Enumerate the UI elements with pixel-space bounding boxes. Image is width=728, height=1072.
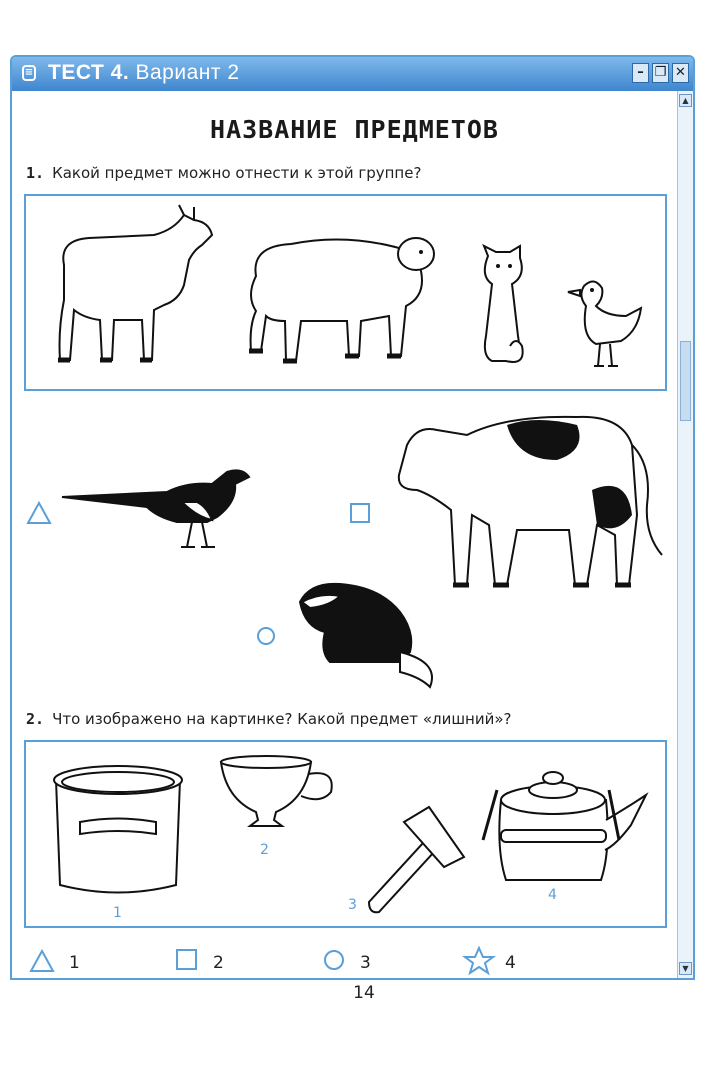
- title-main: ТЕСТ 4.: [48, 61, 130, 84]
- square-icon[interactable]: [350, 503, 370, 523]
- minimize-icon[interactable]: –: [632, 63, 649, 83]
- item-number-3: 3: [348, 897, 357, 913]
- question-2-text: Что изображено на картинке? Какой предмет «лишний»?: [52, 710, 512, 728]
- answer-label-1: 1: [69, 953, 80, 973]
- kettle-image: [481, 750, 651, 895]
- close-icon[interactable]: ✕: [672, 63, 689, 83]
- answer-star-icon[interactable]: [464, 946, 494, 974]
- scroll-up-icon[interactable]: ▲: [679, 94, 692, 107]
- page-heading: НАЗВАНИЕ ПРЕДМЕТОВ: [210, 115, 499, 144]
- title-bar: [12, 57, 693, 91]
- duck-image: [566, 276, 646, 376]
- question-1-text: Какой предмет можно отнести к этой группе?: [52, 164, 422, 182]
- answer-label-2: 2: [213, 953, 224, 973]
- sheep-image: [241, 236, 451, 371]
- answer-square-icon[interactable]: [176, 949, 198, 971]
- title-variant: Вариант 2: [135, 61, 240, 84]
- answer-label-3: 3: [360, 953, 371, 973]
- window-controls: [632, 63, 689, 83]
- answer-circle-icon[interactable]: [323, 949, 345, 971]
- goat-image: [44, 210, 214, 380]
- test-window: [10, 55, 695, 980]
- item-number-4: 4: [548, 887, 557, 903]
- vertical-scrollbar[interactable]: [677, 91, 693, 978]
- item-number-2: 2: [260, 842, 269, 858]
- question-2: [26, 710, 512, 728]
- cat-image: [476, 246, 536, 376]
- question-1-number: 1.: [26, 164, 45, 182]
- scroll-thumb[interactable]: [680, 341, 691, 421]
- pot-image: [48, 760, 193, 900]
- circle-icon[interactable]: [256, 626, 276, 646]
- window-title: [48, 61, 240, 85]
- item-number-1: 1: [113, 905, 122, 921]
- triangle-icon[interactable]: [26, 501, 52, 525]
- answer-label-4: 4: [505, 953, 516, 973]
- q2-items-box: [24, 740, 667, 928]
- answer-triangle-icon[interactable]: [29, 949, 55, 973]
- question-1: [26, 164, 421, 182]
- scroll-down-icon[interactable]: ▼: [679, 962, 692, 975]
- document-icon: ≡: [22, 65, 36, 81]
- cow-image: [377, 405, 672, 595]
- question-2-number: 2.: [26, 710, 45, 728]
- q1-group-box: [24, 194, 667, 391]
- cup-image: [216, 754, 346, 834]
- page-number: 14: [353, 983, 375, 1003]
- restore-icon[interactable]: ❐: [652, 63, 669, 83]
- hammer-image: [364, 802, 474, 917]
- magpie-image: [57, 462, 257, 572]
- badger-image: [290, 572, 450, 692]
